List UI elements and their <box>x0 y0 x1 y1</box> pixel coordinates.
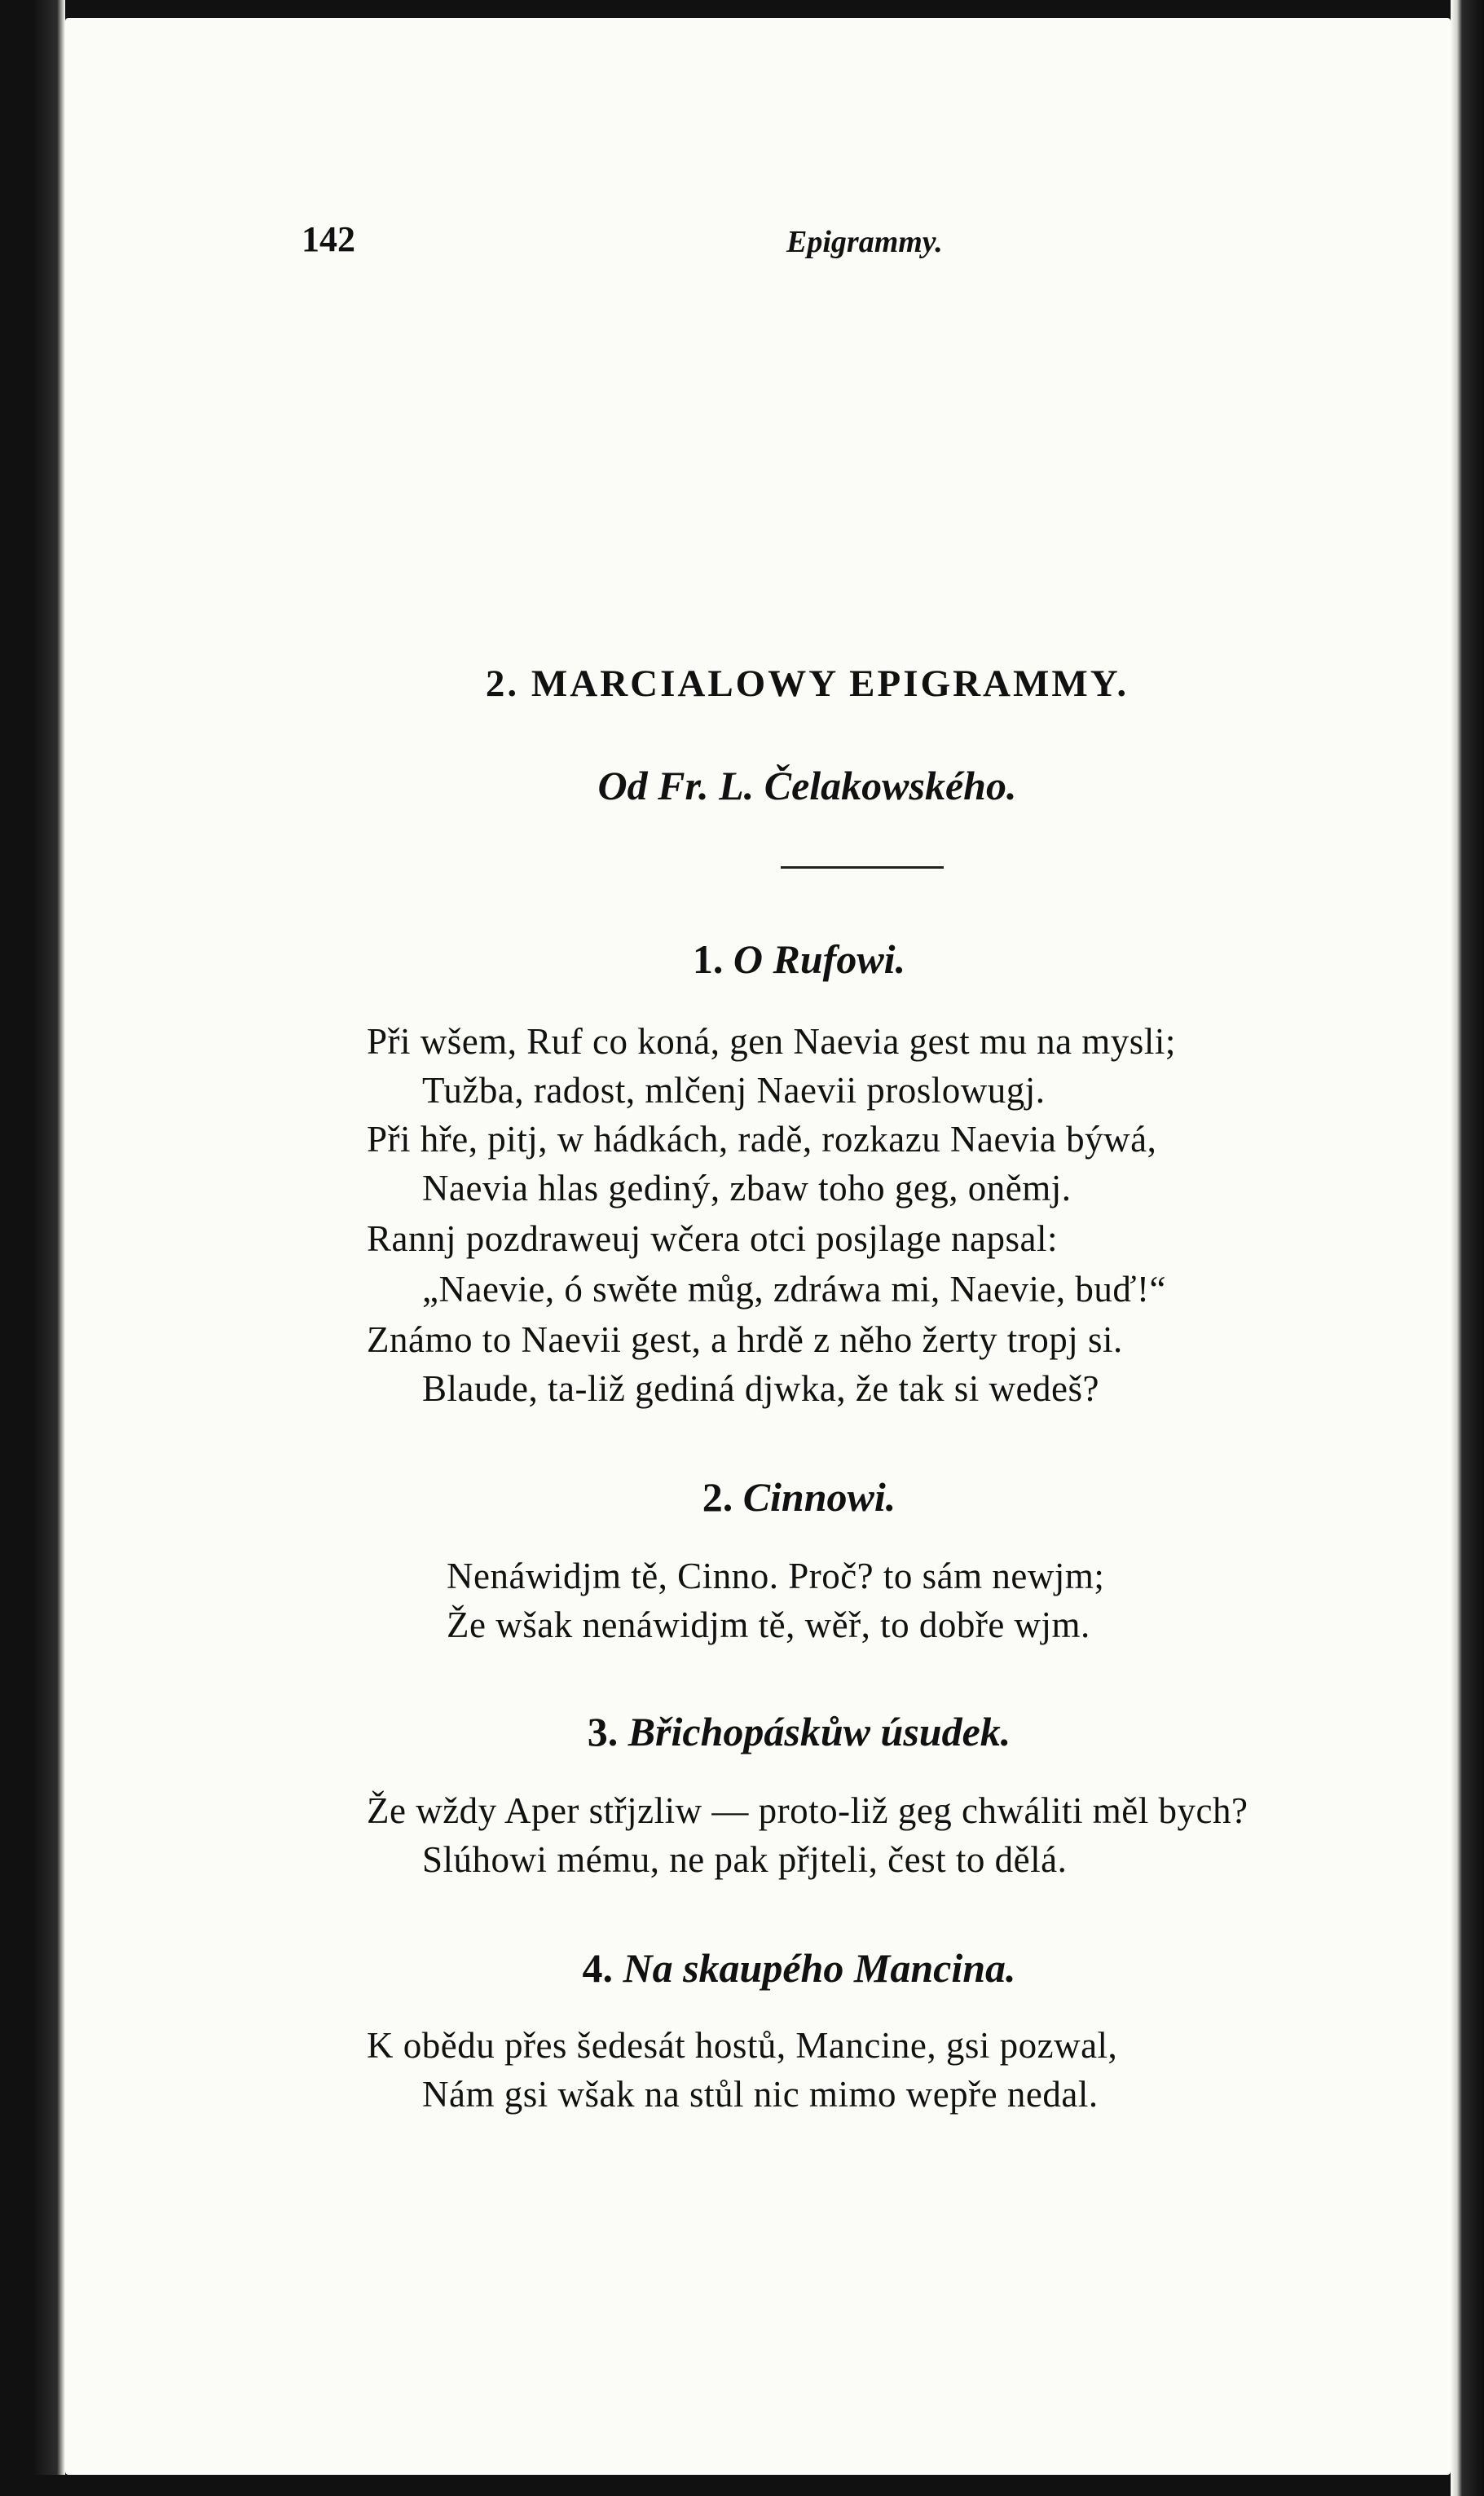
poem-number: 4. <box>582 1945 613 1991</box>
scan-border-left <box>0 0 65 2496</box>
scan-border-right <box>1451 0 1484 2496</box>
poem-number: 3. <box>587 1709 619 1754</box>
byline: Od Fr. L. Čelakowského. <box>597 763 1017 808</box>
poem-name: Břichopáskůw úsudek. <box>628 1709 1011 1754</box>
poem-number: 2. <box>702 1474 733 1520</box>
poem-name: O Rufowi. <box>733 936 906 982</box>
poem-line: Nenáwidjm tě, Cinno. Proč? to sám newjm; <box>447 1556 1105 1596</box>
poem-title-3 <box>0 1708 1484 1755</box>
poem-number: 1. <box>692 936 724 982</box>
poem-name: Na skaupého Mancina. <box>623 1945 1016 1991</box>
poem-line: Tužba, radost, mlčenj Naevii proslowugj. <box>422 1070 1046 1111</box>
poem-line: K obědu přes šedesát hostů, Mancine, gsi pozwal, <box>367 2025 1118 2066</box>
poem-name: Cinnowi. <box>742 1474 896 1520</box>
poem-title-2 <box>0 1473 1484 1521</box>
poem-line: Slúhowi mému, ne pak přjteli, čest to dělá. <box>422 1839 1068 1880</box>
poem-line: Při wšem, Ruf co koná, gen Naevia gest mu na mysli; <box>367 1021 1176 1062</box>
section-title: 2. MARCIALOWY EPIGRAMMY. <box>485 663 1130 705</box>
poem-line: Naevia hlas gediný, zbaw toho geg, oněmj. <box>422 1168 1072 1208</box>
poem-line: Nám gsi wšak na stůl nic mimo wepře nedal. <box>422 2074 1099 2115</box>
poem-line: „Naevie, ó swěte můg, zdráwa mi, Naevie, buď!“ <box>422 1269 1166 1310</box>
poem-line: Že wšak nenáwidjm tě, wěř, to dobře wjm. <box>447 1605 1090 1645</box>
poem-title-1 <box>0 935 1484 983</box>
scan-border-top <box>0 0 1484 18</box>
poem-line: Známo to Naevii gest, a hrdě z něho žerty tropj si. <box>367 1319 1123 1360</box>
poem-line: Blaude, ta-liž gediná djwka, že tak si wedeš? <box>422 1368 1099 1409</box>
poem-line: Že wždy Aper střjzliw — proto-liž geg chwáliti měl bych? <box>367 1790 1248 1831</box>
running-head: Epigrammy. <box>786 225 943 259</box>
poem-title-4 <box>0 1944 1484 1992</box>
poem-line: Rannj pozdraweuj wčera otci posjlage napsal: <box>367 1218 1058 1259</box>
page-number: 142 <box>302 219 355 259</box>
poem-line: Při hře, pitj, w hádkách, radě, rozkazu Naevia býwá, <box>367 1119 1157 1160</box>
scan-border-bottom <box>0 2475 1484 2496</box>
divider-rule <box>781 866 944 869</box>
